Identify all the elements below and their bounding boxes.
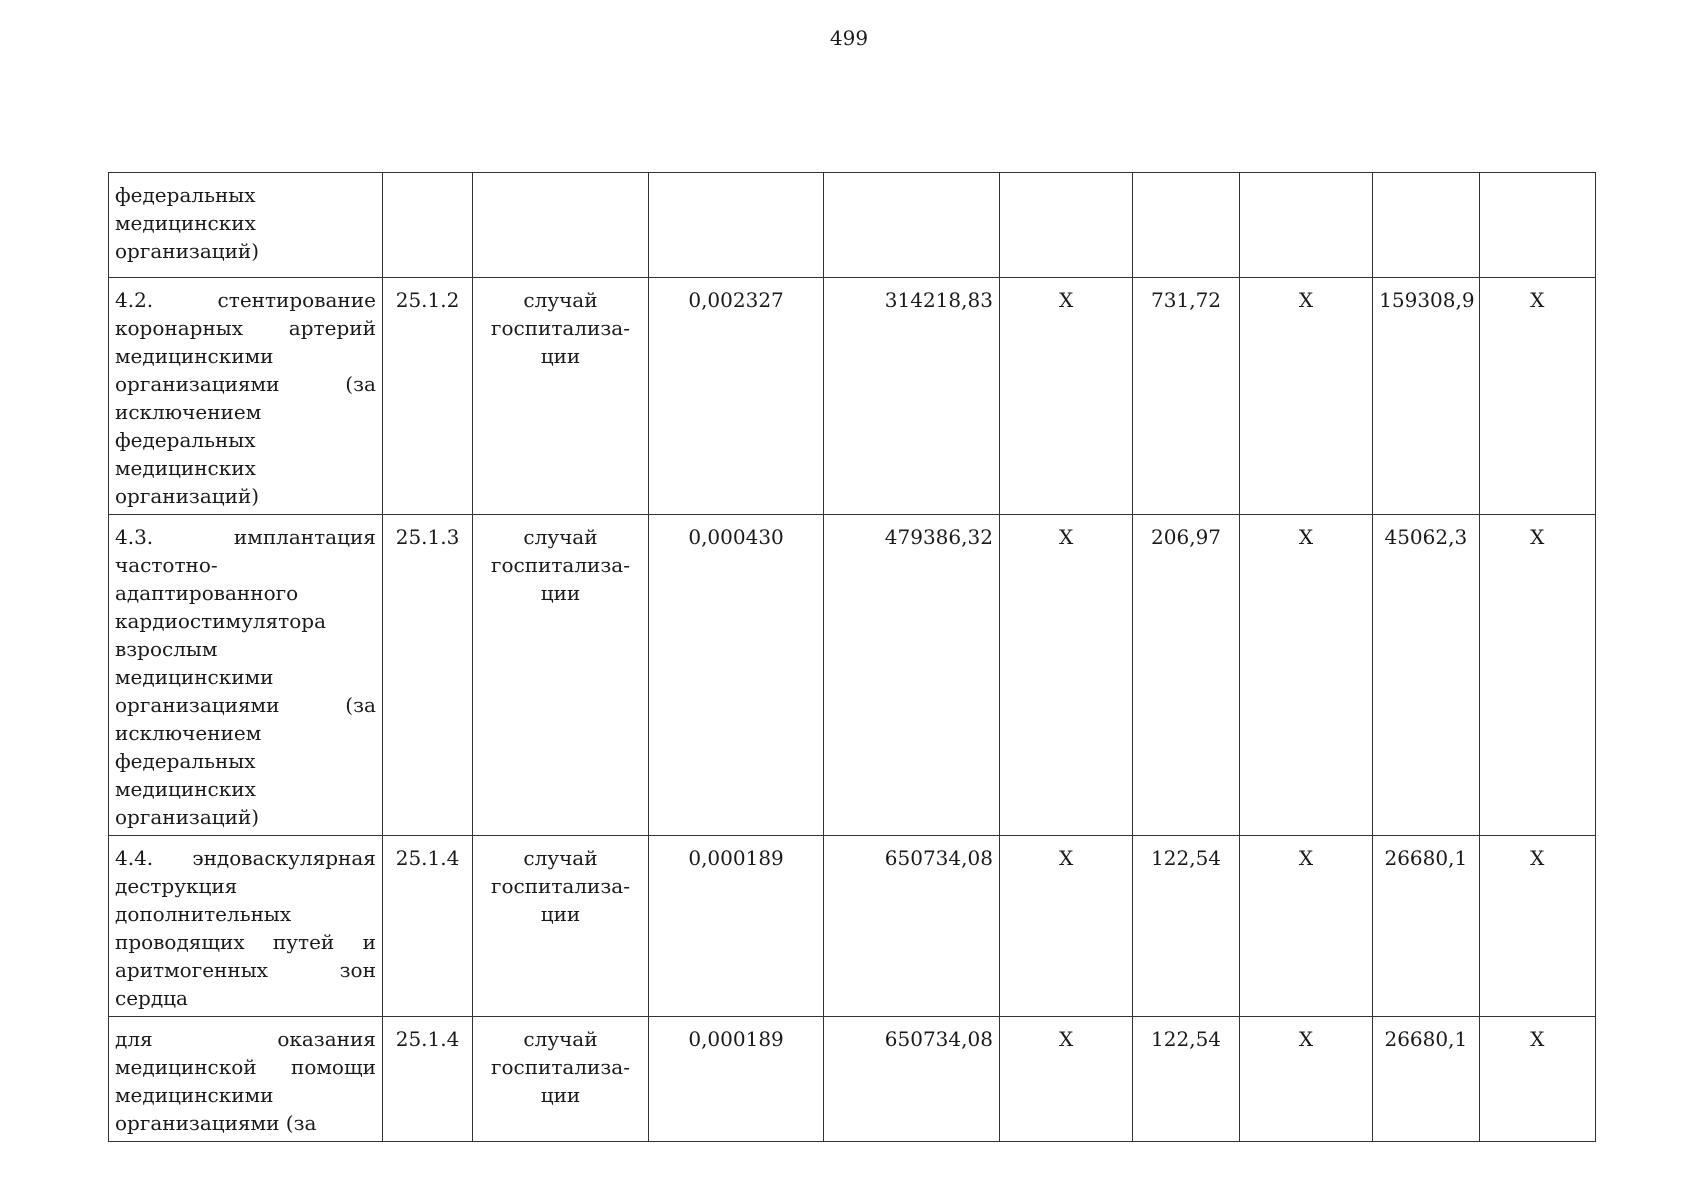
cell-cost: 479386,32 bbox=[824, 515, 1000, 836]
data-table bbox=[108, 172, 1596, 1142]
cell-per-capita: 122,54 bbox=[1133, 1017, 1239, 1142]
cell-x3: Х bbox=[1479, 278, 1596, 515]
cell-x2: Х bbox=[1239, 515, 1372, 836]
cell-unit: случай госпитализа-ции bbox=[473, 1017, 649, 1142]
cell-x3 bbox=[1479, 173, 1596, 278]
cell-cost: 650734,08 bbox=[824, 1017, 1000, 1142]
cell-code: 25.1.3 bbox=[382, 515, 472, 836]
cell-unit: случай госпитализа-ции bbox=[473, 515, 649, 836]
table-row bbox=[109, 278, 1596, 515]
cell-per-capita: 122,54 bbox=[1133, 836, 1239, 1017]
cell-code: 25.1.2 bbox=[382, 278, 472, 515]
table-row bbox=[109, 515, 1596, 836]
cell-x2: Х bbox=[1239, 836, 1372, 1017]
table-row bbox=[109, 1017, 1596, 1142]
cell-per-capita: 731,72 bbox=[1133, 278, 1239, 515]
cell-cost: 650734,08 bbox=[824, 836, 1000, 1017]
cell-name: для оказания медицинской помощи медицинскими организациями (за bbox=[109, 1017, 383, 1142]
cell-unit: случай госпитализа-ции bbox=[473, 278, 649, 515]
cell-x2 bbox=[1239, 173, 1372, 278]
cell-cost bbox=[824, 173, 1000, 278]
cell-code: 25.1.4 bbox=[382, 836, 472, 1017]
cell-code bbox=[382, 173, 472, 278]
table-row bbox=[109, 173, 1596, 278]
cell-norm: 0,000430 bbox=[648, 515, 824, 836]
cell-x2: Х bbox=[1239, 278, 1372, 515]
cell-unit: случай госпитализа-ции bbox=[473, 836, 649, 1017]
cell-norm: 0,000189 bbox=[648, 1017, 824, 1142]
cell-x3: Х bbox=[1479, 1017, 1596, 1142]
cell-x1: Х bbox=[999, 1017, 1132, 1142]
cell-cost: 314218,83 bbox=[824, 278, 1000, 515]
cell-x3: Х bbox=[1479, 836, 1596, 1017]
page-number: 499 bbox=[829, 26, 869, 50]
cell-per-capita: 206,97 bbox=[1133, 515, 1239, 836]
cell-name: 4.3. имплантация частотно-адаптированного кардиостимулятора взрослым медицинскими организациями (за исключением федеральных медицинских организаций) bbox=[109, 515, 383, 836]
cell-name: 4.4. эндоваскулярная деструкция дополнительных проводящих путей и аритмогенных зон сердца bbox=[109, 836, 383, 1017]
cell-name: 4.2. стентирование коронарных артерий медицинскими организациями (за исключением федеральных медицинских организаций) bbox=[109, 278, 383, 515]
cell-unit bbox=[473, 173, 649, 278]
cell-total bbox=[1373, 173, 1479, 278]
cell-x3: Х bbox=[1479, 515, 1596, 836]
cell-norm: 0,000189 bbox=[648, 836, 824, 1017]
cell-norm bbox=[648, 173, 824, 278]
cell-total: 26680,1 bbox=[1373, 1017, 1479, 1142]
cell-code: 25.1.4 bbox=[382, 1017, 472, 1142]
cell-x1: Х bbox=[999, 836, 1132, 1017]
table-row bbox=[109, 836, 1596, 1017]
cell-norm: 0,002327 bbox=[648, 278, 824, 515]
cell-total: 159308,9 bbox=[1373, 278, 1479, 515]
cell-x1: Х bbox=[999, 515, 1132, 836]
cell-total: 26680,1 bbox=[1373, 836, 1479, 1017]
cell-per-capita bbox=[1133, 173, 1239, 278]
cell-x1 bbox=[999, 173, 1132, 278]
cell-x1: Х bbox=[999, 278, 1132, 515]
cell-total: 45062,3 bbox=[1373, 515, 1479, 836]
cell-name: федеральных медицинских организаций) bbox=[109, 173, 383, 278]
cell-x2: Х bbox=[1239, 1017, 1372, 1142]
